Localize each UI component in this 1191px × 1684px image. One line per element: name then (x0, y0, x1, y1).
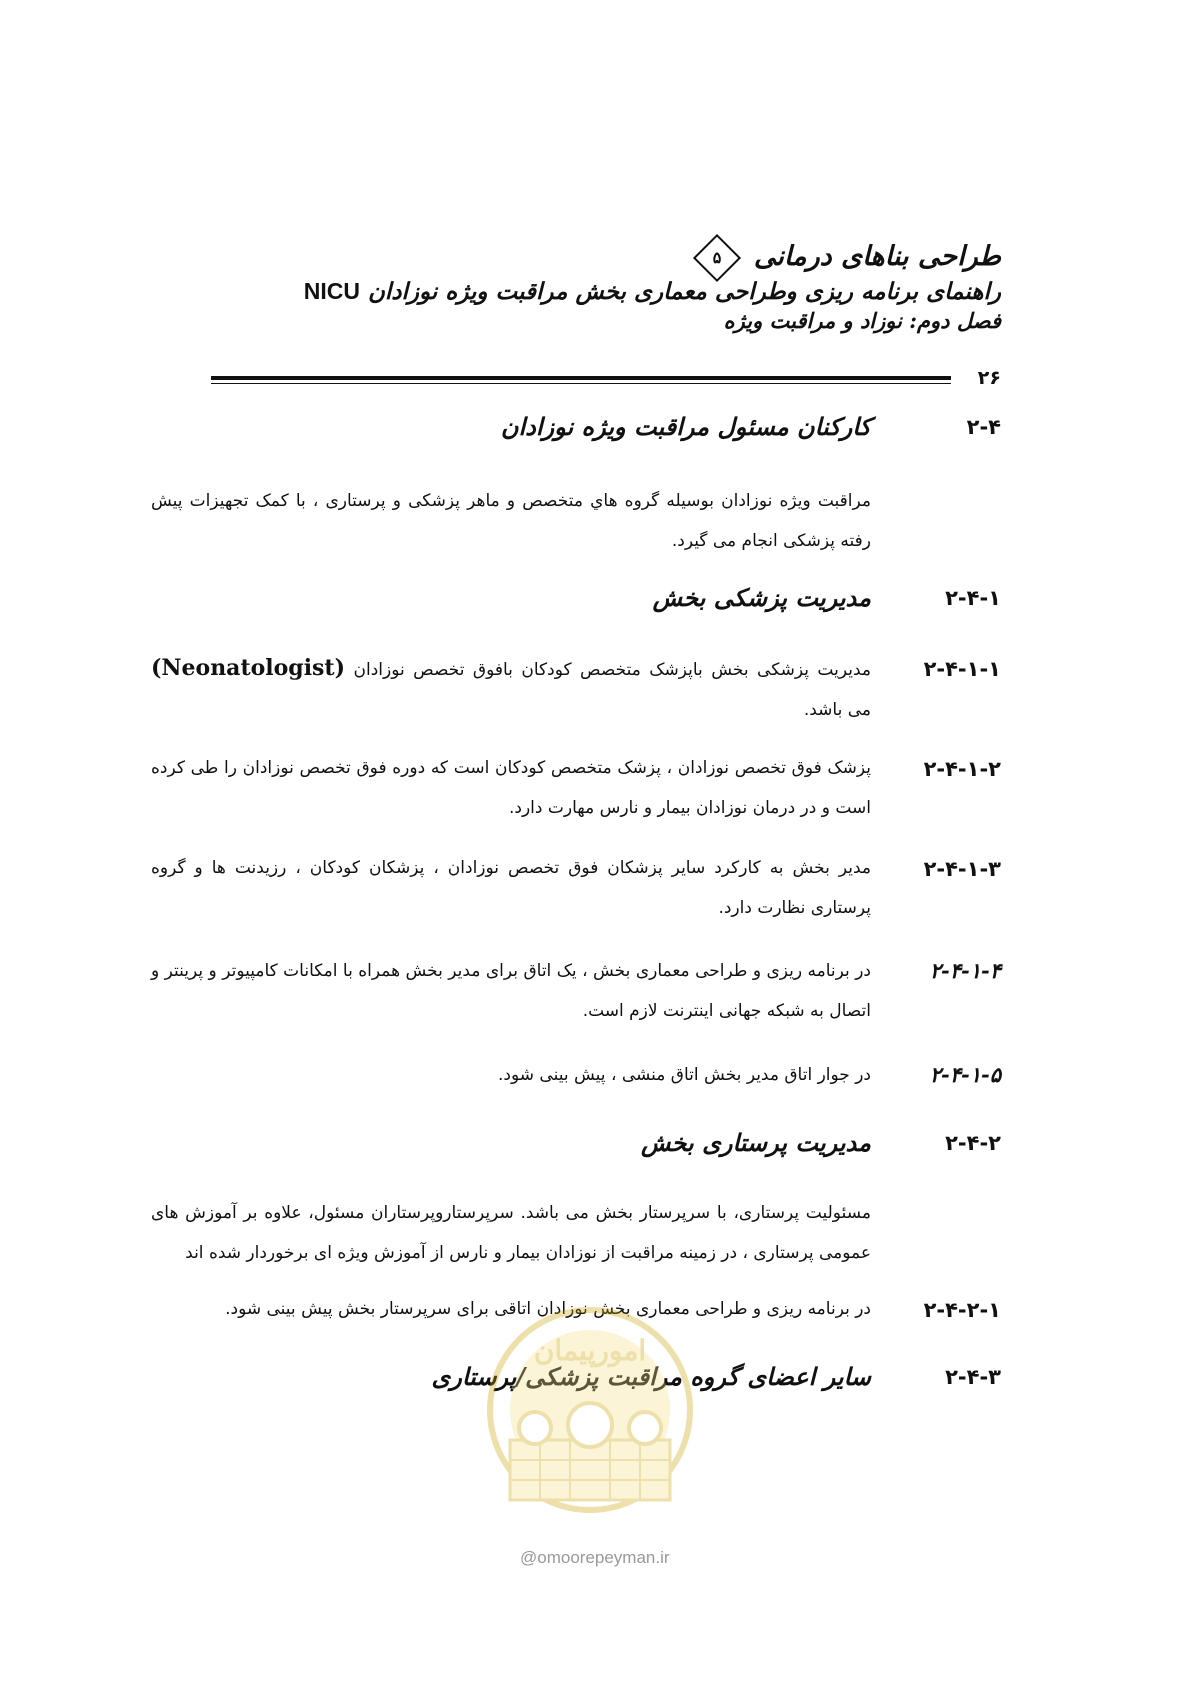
rule-thin (211, 383, 951, 384)
item-text-tail: می باشد. (803, 700, 871, 720)
book-title-acronym: NICU (303, 277, 360, 304)
section-paragraph: مراقبت ویژه نوزادان بوسیله گروه هاي متخصص و ماهر پزشکی و پرستاری ، با کمک تجهیزات پیش رفته پزشکی انجام می گیرد. (151, 491, 871, 551)
item-text: در برنامه ریزی و طراحی معماری بخش ، یک اتاق برای مدیر بخش همراه با امکانات کامپیوتر و پرینتر و اتصال به شبکه جهانی اینترنت لازم است. (151, 961, 871, 1021)
section-paragraph: مسئولیت پرستاری، با سرپرستار بخش می باشد. سرپرستاروپرستاران مسئول، علاوه بر آموزش های عمومی پرستاری ، در زمینه مراقبت از نوزادان بیمار و نارس از آموزش ویژه ای برخوردار شده اند (151, 1203, 871, 1263)
section-heading: مدیریت پزشکی بخش (652, 583, 871, 612)
book-title (201, 277, 1001, 307)
book-title-text: راهنمای برنامه ریزی وطراحی معماری بخش مراقبت ویژه نوزادان (367, 277, 1001, 305)
item-text: در برنامه ریزی و طراحی معماری بخش نوزادان اتاقی برای سرپرستار بخش پیش بینی شود. (225, 1299, 871, 1319)
page-number: ۲۶ (977, 367, 1001, 389)
chapter-title: فصل دوم: نوزاد و مراقبت ویژه (723, 308, 1001, 334)
item-text: پزشک فوق تخصص نوزادان ، پزشک متخصص کودکان است که دوره فوق تخصص نوزادان را طی کرده است و در درمان نوزادان بیمار و نارس مهارت دارد. (151, 758, 871, 818)
item-number: ۲-۴-۲-۱ (923, 1298, 1001, 1322)
section-heading: سایر اعضای گروه مراقبت پزشکی/پرستاری (431, 1362, 871, 1391)
section-number: ۲-۴-۳ (945, 1365, 1001, 1389)
watermark-logo-icon (470, 1300, 710, 1540)
series-number-diamond-icon (693, 233, 741, 281)
item-number: ۲-۴-۱-۱ (923, 657, 1001, 681)
item-number: ۲-۴-۱-۵ (929, 1062, 1001, 1087)
series-title (201, 240, 1001, 275)
watermark-logo-text: امورپیمان (533, 1334, 647, 1367)
item-number: ۲-۴-۱-۲ (923, 757, 1001, 781)
running-header (201, 240, 1001, 335)
section-heading: مدیریت پرستاری بخش (640, 1128, 871, 1157)
item-text: در جوار اتاق مدیر بخش اتاق منشی ، پیش بینی شود. (498, 1065, 871, 1085)
section-number: ۲-۴-۲ (945, 1131, 1001, 1155)
series-title-text: طراحی بناهای درمانی (753, 241, 1001, 272)
section-heading: کارکنان مسئول مراقبت ویژه نوزادان (500, 412, 871, 441)
header-rule (211, 367, 1001, 393)
item-text-fa: مدیریت پزشکی بخش باپزشک متخصص کودکان بافوق تخصص نوزادان (353, 660, 872, 680)
item-text-en: (Neonatologist) (151, 655, 346, 681)
watermark-url: @omoorepeyman.ir (520, 1548, 670, 1567)
section-number: ۲-۴-۱ (945, 586, 1001, 610)
item-number: ۲-۴-۱-۳ (923, 857, 1001, 881)
item-number: ۲-۴-۱-۴ (929, 958, 1001, 983)
rule-thick (211, 376, 951, 380)
item-text (151, 648, 871, 730)
series-number: ۵ (713, 247, 722, 267)
item-text: مدیر بخش به کارکرد سایر پزشکان فوق تخصص نوزادان ، پزشکان کودکان ، رزیدنت ها و گروه پرستاری نظارت دارد. (151, 858, 871, 918)
section-number: ۲-۴ (966, 415, 1001, 439)
